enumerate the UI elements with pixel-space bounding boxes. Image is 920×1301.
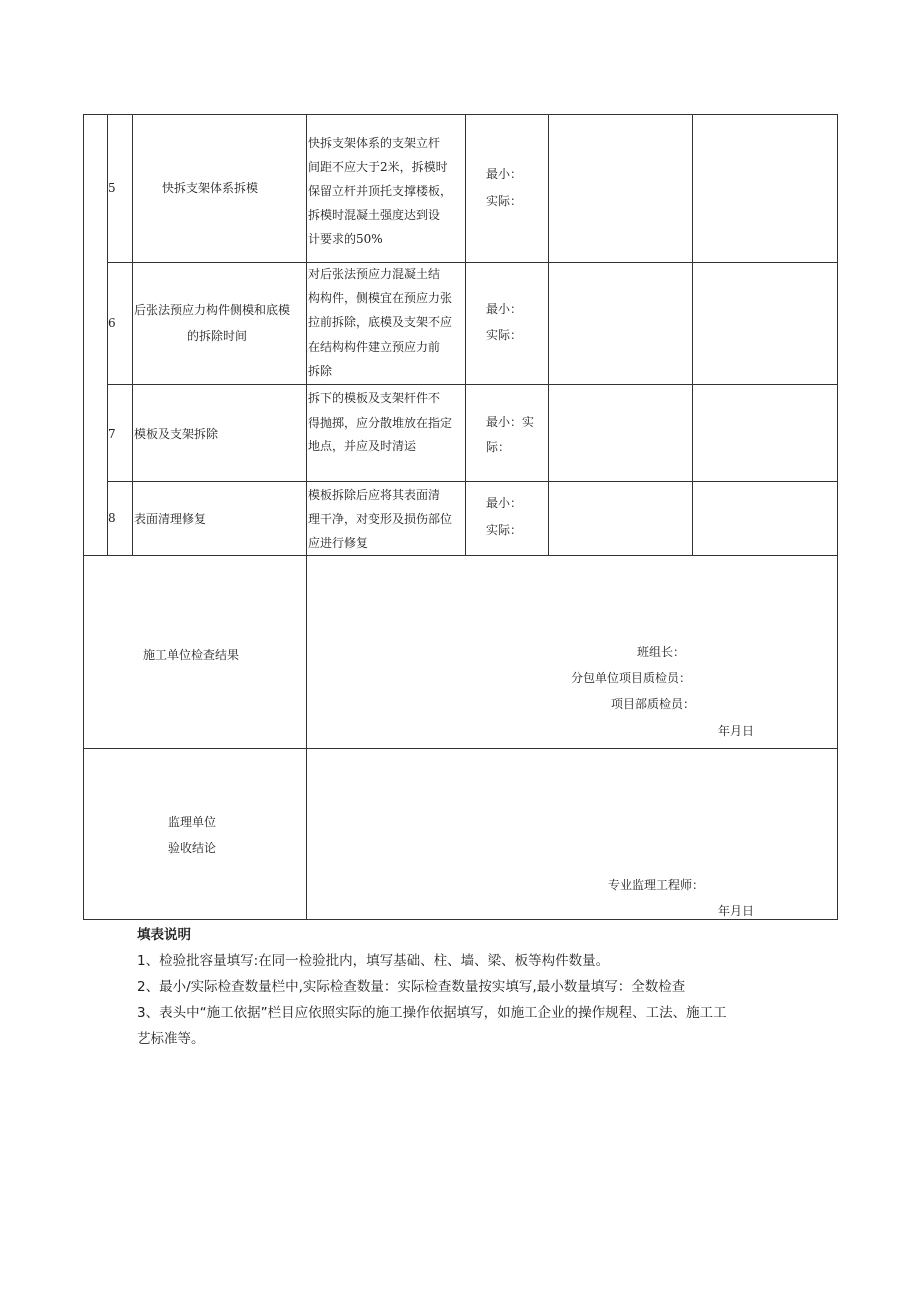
row-requirement-line: 模板拆除后应将其表面清 [308, 488, 441, 502]
team-leader-signature-label: 班组长： [637, 645, 686, 659]
row-item: 的拆除时间 [187, 329, 248, 343]
row-number: 8 [108, 511, 116, 525]
section-divider [83, 555, 838, 556]
row-requirement-line: 保留立杆并顶托支撑楼板， [308, 184, 453, 198]
row-requirement-line: 对后张法预应力混凝土结 [308, 267, 441, 281]
sub-inspector-signature-label: 分包单位项目质检员： [571, 671, 692, 685]
fill-instructions [137, 922, 837, 1052]
dept-inspector-signature-label: 项目部质检员： [611, 697, 696, 711]
row-qty-min: 最小： [486, 167, 523, 181]
row-requirement-line: 地点，并应及时清运 [308, 439, 417, 453]
notes-item: 2、最小/实际检查数量栏中,实际检查数量：实际检查数量按实填写,最小数量填写：全数检查 [137, 979, 686, 995]
table-right-border [837, 114, 838, 920]
row-item: 后张法预应力构件侧模和底模 [134, 303, 291, 317]
row-number: 5 [108, 181, 116, 195]
row-requirement-line: 拆除 [308, 364, 333, 378]
row-requirement-line: 拆下的模板及支架杆件不 [308, 391, 441, 405]
row-divider [107, 384, 838, 385]
row-divider [107, 481, 838, 482]
row-qty-actual: 实际： [486, 194, 523, 208]
table-left-border [83, 114, 84, 920]
row-qty-min: 最小：实 [486, 415, 535, 429]
contractor-label: 施工单位检查结果 [143, 648, 240, 662]
notes-item: 3、表头中“施工依据”栏目应依照实际的施工操作依据填写，如施工企业的操作规程、工法、施工工 [137, 1005, 727, 1021]
row-qty-actual: 实际： [486, 328, 523, 342]
supervisor-date-label: 年月日 [718, 904, 755, 918]
row-qty-min: 最小： [486, 302, 523, 316]
row-requirement-line: 拆模时混凝土强度达到设 [308, 208, 441, 222]
supervisor-engineer-signature-label: 专业监理工程师： [608, 878, 705, 892]
row-qty-actual: 实际： [486, 523, 523, 537]
col-divider [132, 114, 133, 555]
row-requirement-line: 理干净，对变形及损伤部位 [308, 512, 453, 526]
row-requirement-line: 应进行修复 [308, 536, 369, 550]
row-requirement-line: 拉前拆除，底模及支架不应 [308, 315, 453, 329]
row-qty-actual: 际： [486, 440, 511, 454]
row-requirement-line: 间距不应大于2米，拆模时 [308, 160, 448, 174]
row-requirement-line: 计要求的50% [308, 232, 383, 246]
row-number: 7 [108, 427, 116, 441]
supervisor-label: 监理单位 [168, 815, 217, 829]
row-requirement-line: 在结构构件建立预应力前 [308, 340, 441, 354]
col-divider [306, 114, 307, 920]
row-requirement-line: 构构件，侧模宜在预应力张 [308, 291, 453, 305]
row-item: 快拆支架体系拆模 [162, 181, 259, 195]
notes-title: 填表说明 [137, 927, 191, 943]
col-divider [692, 114, 693, 555]
notes-item: 艺标准等。 [137, 1031, 205, 1047]
notes-item: 1、检验批容量填写:在同一检验批内，填写基础、柱、墙、梁、板等构件数量。 [137, 953, 610, 969]
contractor-date-label: 年月日 [718, 724, 755, 738]
row-qty-min: 最小： [486, 496, 523, 510]
row-requirement-line: 快拆支架体系的支架立杆 [308, 136, 441, 150]
row-number: 6 [108, 316, 116, 330]
row-divider [107, 262, 838, 263]
row-item: 模板及支架拆除 [134, 427, 219, 441]
row-item: 表面清理修复 [134, 512, 207, 526]
col-divider [465, 114, 466, 555]
row-requirement-line: 得抛掷，应分散堆放在指定 [308, 416, 453, 430]
supervisor-label: 验收结论 [168, 841, 217, 855]
table-top-border [83, 114, 838, 115]
section-divider [83, 748, 838, 749]
col-divider [548, 114, 549, 555]
